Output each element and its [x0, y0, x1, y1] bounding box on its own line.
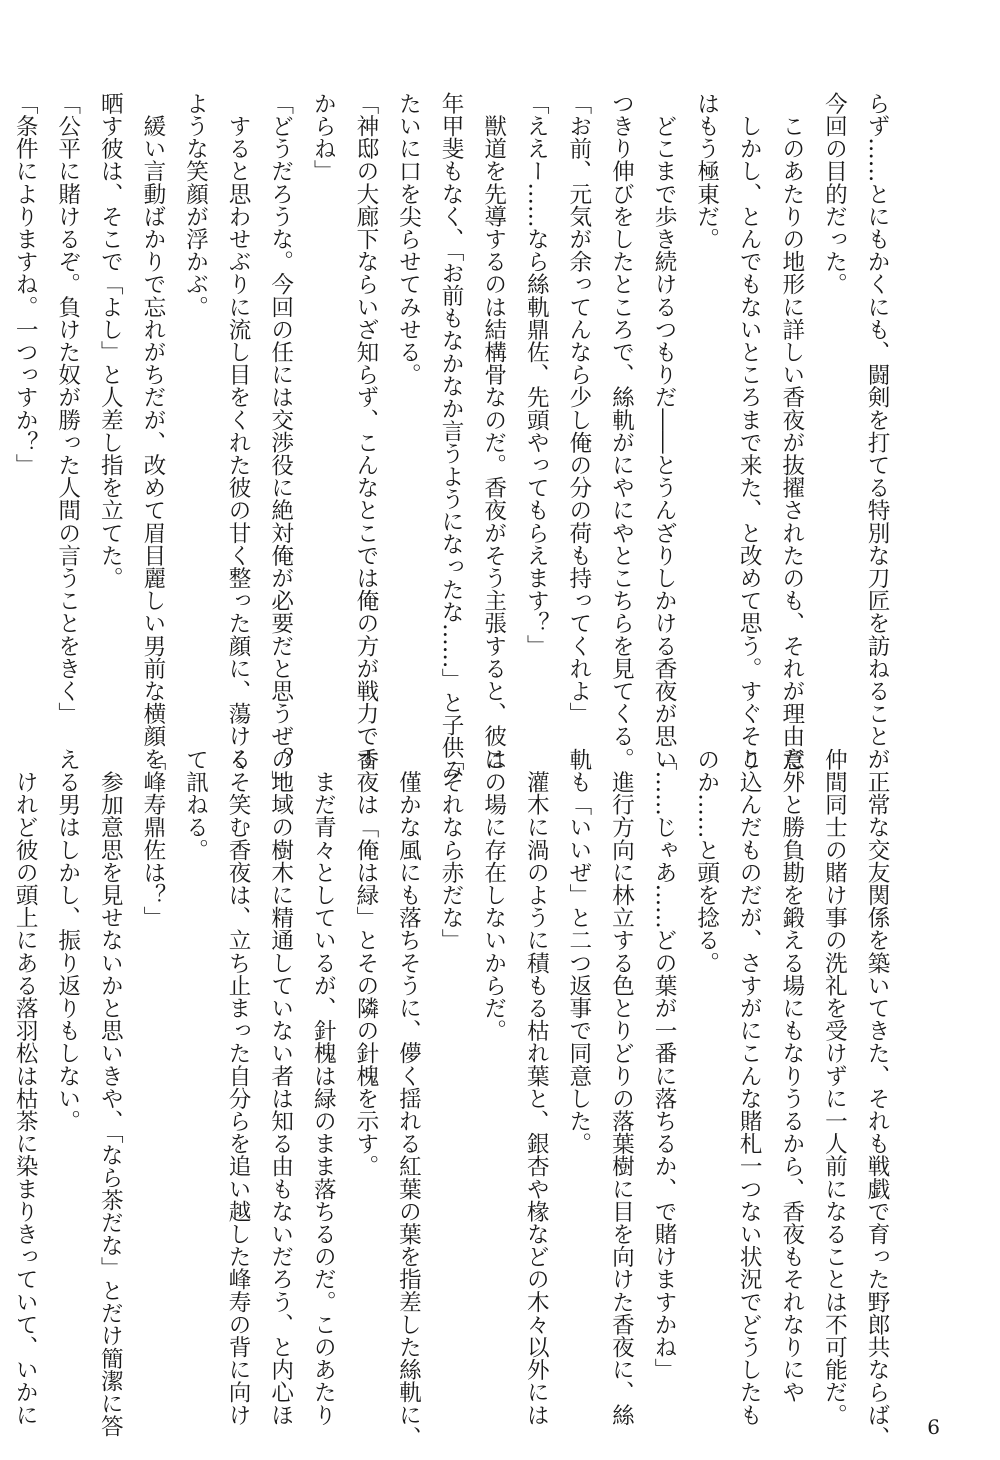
text-line: 灌木に渦のように積もる枯れ葉と、銀杏や椽などの木々以外には [523, 748, 550, 1426]
text-line: のか……と頭を捻る。 [693, 748, 720, 974]
text-line: すると思わせぶりに流し目をくれた彼の甘く整った顔に、蕩ける [225, 92, 252, 770]
text-line: 緩い言動ばかりで忘れがちだが、改めて眉目麗しい男前な横顔を [139, 92, 166, 770]
text-line: この場に存在しないからだ。 [480, 748, 507, 1042]
lower-text-block [0, 748, 898, 1449]
text-line: 僅かな風にも落ちそうに、儚く揺れる紅葉の葉を指差した絲軌に、 [395, 748, 422, 1449]
text-line: の地域の樹木に精通していない者は知る由もないだろう、と内心ほ [267, 748, 294, 1426]
text-line: 「ええー……なら絲軌鼎佐、先頭やってもらえます？」 [523, 92, 550, 657]
text-line [0, 748, 4, 1388]
text-line: ような笑顔が浮かぶ。 [182, 92, 209, 318]
text-line: 今回の目的だった。 [821, 92, 848, 296]
text-line: しかし、とんでもないところまで来た、と改めて思う。すぐそこ [736, 92, 763, 770]
text-line: 正常な交友関係を築いてきた、それも戦戯で育った野郎共ならば、 [864, 748, 890, 1449]
text-line: このあたりの地形に詳しい香夜が抜擢されたのも、それが理由だ。 [778, 92, 805, 793]
text-line: 「公平に賭けるぞ。負けた奴が勝った人間の言うことをきく」 [54, 92, 81, 725]
text-line: て訊ねる。 [182, 748, 209, 861]
text-line: 「それなら赤だな」 [438, 748, 465, 952]
text-line: 「峰寿鼎佐は？」 [139, 748, 166, 929]
text-line: まだ青々としているが、針槐は緑のまま落ちるのだ。このあたり [310, 748, 337, 1426]
upper-text-block [0, 92, 898, 793]
text-line: からね」 [310, 92, 337, 183]
text-line: つきり伸びをしたところで、絲軌がにやにやとこちらを見てくる。 [608, 92, 635, 770]
text-line: けれど彼の頭上にある落羽松は枯茶に染まりきっていて、いかに [12, 748, 39, 1426]
text-line: 「条件によりますね。一つっすか？」 [12, 92, 39, 477]
text-line: たいに口を尖らせてみせる。 [395, 92, 422, 386]
text-line: 進行方向に林立する色とりどりの落葉樹に目を向けた香夜に、絲 [608, 748, 635, 1426]
text-line: り込んだものだが、さすがにこんな賭札一つない状況でどうしたも [736, 748, 763, 1426]
text-line: 年甲斐もなく、「お前もなかなか言うようになったな……」と子供み [438, 92, 465, 782]
text-line: 「神邸の大廊下ならいざ知らず、こんなとこでは俺の方が戦力です [352, 92, 379, 770]
text-line [0, 92, 4, 732]
text-line: 「お前、元気が余ってんなら少し俺の分の荷も持ってくれよ」 [565, 92, 592, 725]
text-line: 「……じゃあ……どの葉が一番に落ちるか、で賭けますかね」 [651, 748, 678, 1381]
text-line: くそ笑む香夜は、立ち止まった自分らを追い越した峰寿の背に向け [225, 748, 252, 1426]
text-line: 獣道を先導するのは結構骨なのだ。香夜がそう主張すると、彼は [480, 92, 507, 770]
text-line: 晒す彼は、そこで「よし」と人差し指を立てた。 [97, 92, 124, 590]
text-line: どこまで歩き続けるつもりだ――とうんざりしかける香夜が思い [651, 92, 678, 770]
page-number: 6 [927, 1415, 940, 1439]
text-line: 「どうだろうな。今回の任には交渉役に絶対俺が必要だと思うぜ？」 [267, 92, 294, 793]
text-line: 参加意思を見せないかと思いきや、「なら茶だな」とだけ簡潔に答 [97, 748, 124, 1438]
text-line: 意外と勝負勘を鍛える場にもなりうるから、香夜もそれなりにや [778, 748, 805, 1404]
text-line: 仲間同士の賭け事の洗礼を受けずに一人前になることは不可能だ。 [821, 748, 848, 1426]
text-line: はもう極東だ。 [693, 92, 720, 251]
text-line: らず……とにもかくにも、闘剣を打てる特別な刀匠を訪ねることが [864, 92, 890, 770]
text-line: える男はしかし、振り返りもしない。 [54, 748, 81, 1133]
text-line: 軌も「いいぜ」と二つ返事で同意した。 [565, 748, 592, 1155]
text-line: 香夜は「俺は緑」とその隣の針槐を示す。 [352, 748, 379, 1178]
